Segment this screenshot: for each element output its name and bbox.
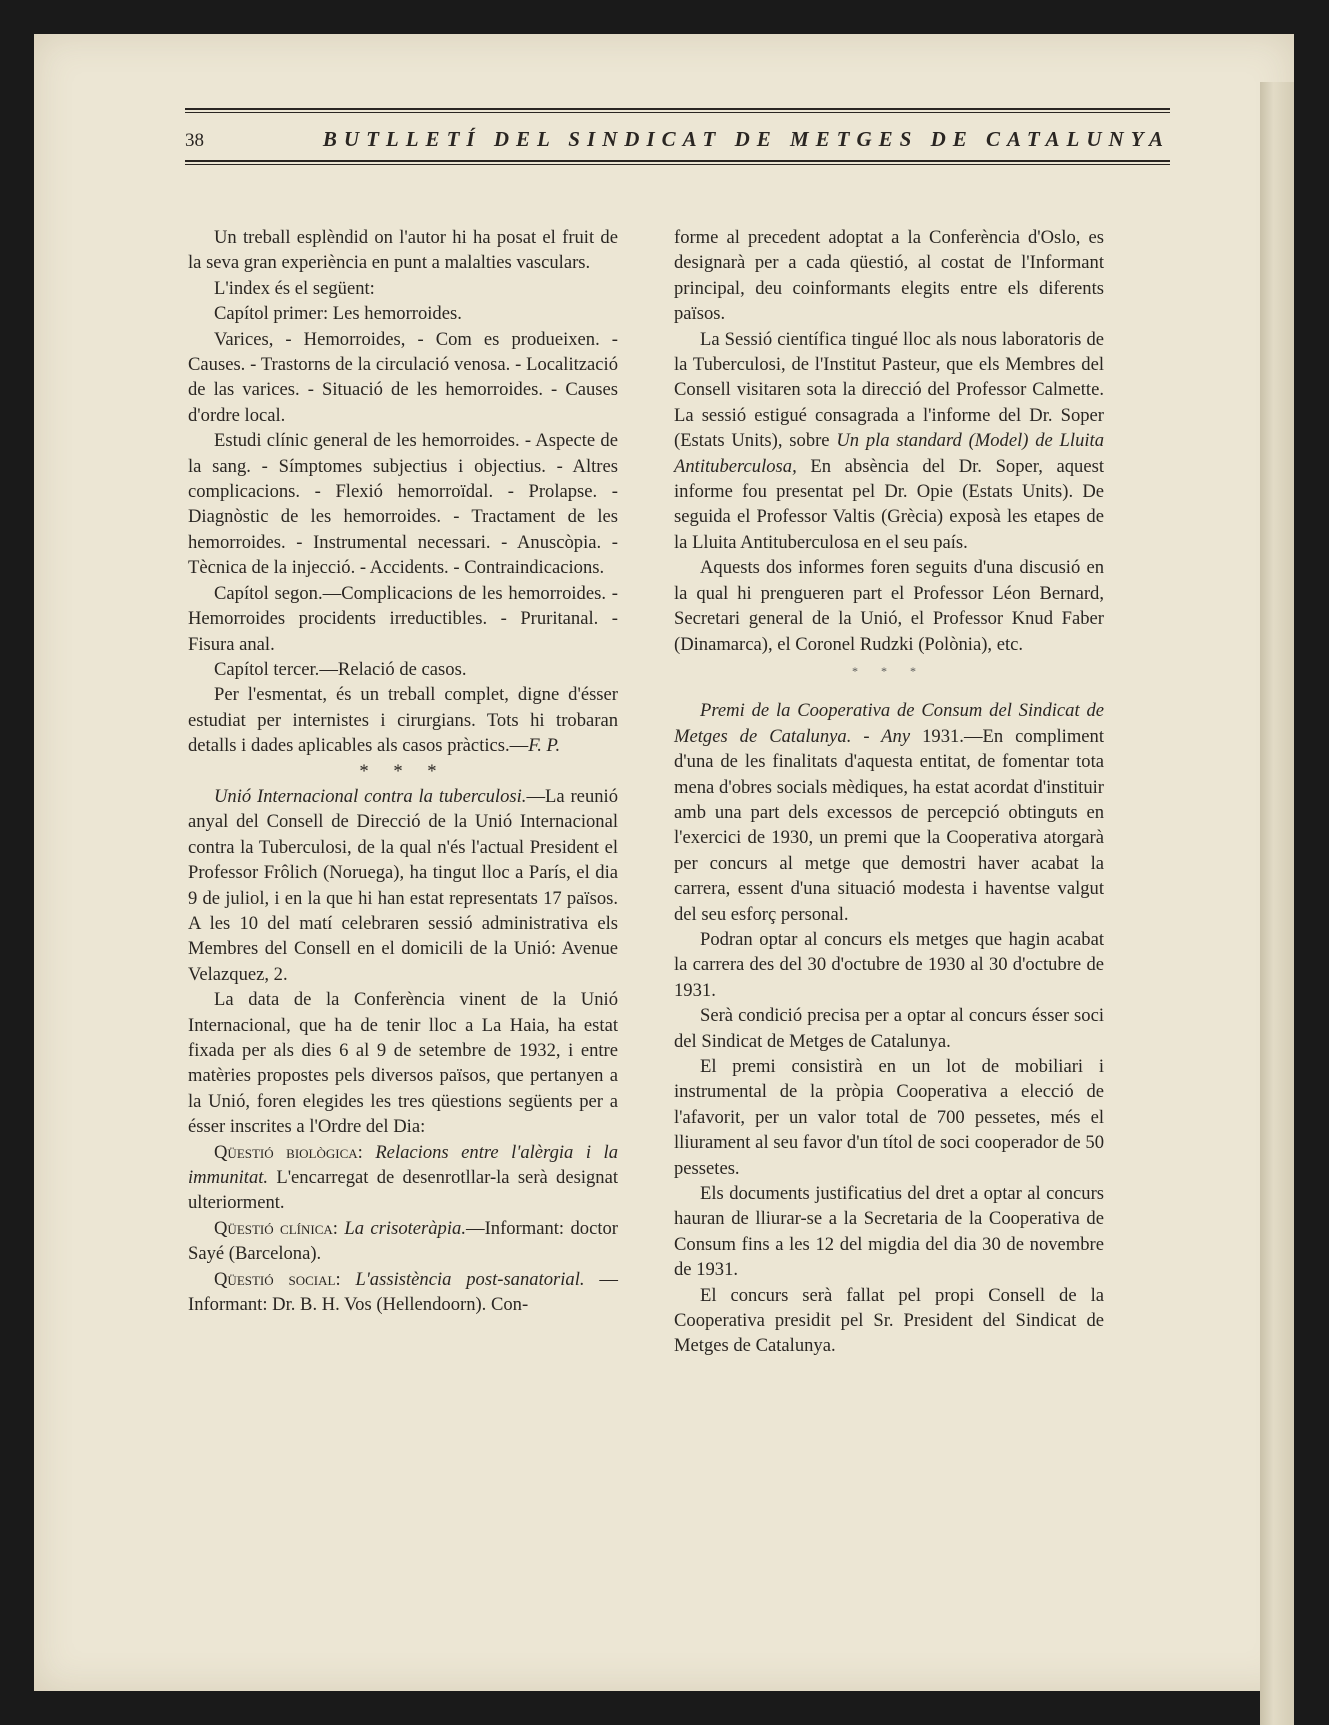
page-edge [1260, 82, 1294, 1725]
header-rule-bottom [185, 160, 1170, 162]
question-title: Relacions entre l'alèrgia i la immunitat. [188, 1141, 618, 1189]
paragraph [188, 784, 618, 987]
paragraph: Els documents justificatius del dret a optar al concurs hauran de lliurar-se a la Secretaria de la Cooperativa de Consum fins a les 12 del migdia del dia 30 de novembre de 1931. [674, 1183, 1104, 1281]
paragraph: L'index és el següent: [214, 277, 375, 299]
paragraph-text: Per l'esmentat, és un treball complet, digne d'ésser estudiat per internistes i cirurgians. Tots hi trobaran detalls i dades aplicables als casos pràctics.— [188, 684, 618, 757]
section-title: Premi de la Cooperativa de Consum del Sindicat de Metges de Catalunya. - Any [674, 700, 1104, 747]
paragraph: Capítol tercer.—Relació de casos. [214, 658, 467, 680]
author-initials: F. P. [528, 735, 561, 757]
section-separator: * * * [852, 663, 926, 678]
question-item [188, 1140, 618, 1216]
paragraph: Capítol primer: Les hemorroides. [214, 303, 462, 325]
header-rule-bottom-thin [185, 164, 1170, 165]
page-number: 38 [185, 130, 204, 151]
paragraph [188, 682, 618, 758]
question-item [188, 1216, 618, 1267]
question-label: Qüestió social: [214, 1268, 341, 1290]
paragraph-text: En absència del Dr. Soper, aquest informe fou presentat pel Dr. Opie (Estats Units). De seguida el Professor Valtis (Grècia) exposà les etapes de la Lluita Antituberculosa en el seu país. [674, 455, 1104, 553]
paragraph: Varices, - Hemorroides, - Com es produeixen. - Causes. - Trastorns de la circulació venosa. - Localització de las varices. - Situació de les hemorroides. - Causes d'ordre local. [188, 328, 618, 426]
paragraph: La data de la Conferència vinent de la Unió Internacional, que ha de tenir lloc a La Haia, ha estat fixada per als dies 6 al 9 de setembre de 1932, i entre matèries propostes pels diversos països, que pertanyen a la Unió, foren elegides les tres qüestions següents per a ésser inscrites a l'Ordre del Dia: [188, 989, 618, 1138]
paragraph: Estudi clínic general de les hemorroides. - Aspecte de la sang. - Símptomes subjectius i objectius. - Altres complicacions. - Flexió hemorroïdal. - Prolapse. - Diagnòstic de les hemorroides. - Tractament de les hemorroides. - Instrumental necessari. - Anuscòpia. - Tècnica de la injecció. - Accidents. - Contraindicacions. [188, 430, 618, 579]
section-separator: * * * [359, 760, 447, 782]
paragraph: Podran optar al concurs els metges que hagin acabat la carrera des del 30 d'octubre de 1930 al 30 d'octubre de 1931. [674, 928, 1104, 1001]
question-label: Qüestió biològica: [214, 1141, 363, 1163]
header-rule-top [185, 108, 1170, 110]
paragraph-text: La Sessió científica tingué lloc als nous laboratoris de la Tuberculosi, de l'Institut Pasteur, que els Membres del Consell visitaren sota la direcció del Professor Calmette. La sessió estigué consagrada a l'informe del Dr. Soper (Estats Units), sobre [674, 328, 1104, 452]
right-column [674, 225, 1104, 1359]
header-line [185, 113, 1170, 160]
section-year: 1931. [910, 725, 964, 747]
question-title: La crisoteràpia. [344, 1217, 466, 1239]
paragraph: forme al precedent adoptat a la Conferència d'Oslo, es designarà per a cada qüestió, al costat de l'Informant principal, deu coinformants elegits entre els diferents països. [674, 227, 1104, 325]
question-text: —Informant: doctor Sayé (Barcelona). [188, 1217, 619, 1265]
question-title: L'assistència post-sanatorial. [355, 1268, 585, 1290]
paragraph-text: —En compliment d'una de les finalitats d'aquesta entitat, de fomentar tota mena d'obres socials mèdiques, ha estat acordat d'instituir amb una part dels excessos de percepció obtinguts en l'exercici de 1930, un premi que la Cooperativa atorgarà per concurs al metge que demostri haver acabat la carrera, essent d'una situació modesta i haventse valgut del seu esforç personal. [674, 725, 1104, 925]
question-label: Qüestió clínica: [214, 1217, 338, 1239]
question-text: —Informant: Dr. B. H. Vos (Hellendoorn). Con- [188, 1268, 618, 1316]
left-column [188, 225, 618, 1317]
running-header [185, 108, 1170, 165]
paragraph: Capítol segon.—Complicacions de les hemorroides. - Hemorroides procidents irreductibles. - Pruritanal. - Fisura anal. [188, 582, 618, 655]
section-title: Unió Internacional contra la tuberculosi. [214, 785, 527, 807]
paragraph: Aquests dos informes foren seguits d'una discusió en la qual hi prengueren part el Professor Léon Bernard, Secretari general de la Unió, el Professor Knud Faber (Dinamarca), el Coronel Rudzki (Polònia), etc. [674, 557, 1104, 655]
paragraph-text: —La reunió anyal del Consell de Direcció de la Unió Internacional contra la Tuberculosi, de la qual n'és l'actual President el Professor Frôlich (Noruega), ha tingut lloc a París, el dia 9 de juliol, i en la que hi han estat representats 17 països. A les 10 del matí celebraren sessió administrativa els Membres del Consell en el domicili de la Unió: Avenue Velazquez, 2. [188, 785, 618, 985]
paragraph [674, 327, 1104, 556]
question-item [188, 1267, 618, 1318]
paragraph: Serà condició precisa per a optar al concurs ésser soci del Sindicat de Metges de Catalunya. [674, 1005, 1104, 1052]
paragraph: El premi consistirà en un lot de mobiliari i instrumental de la pròpia Cooperativa a elecció de l'afavorit, per un valor total de 700 pessetes, més el lliurament al seu favor d'un títol de soci cooperador de 50 pessetes. [674, 1056, 1104, 1179]
question-text: L'encarregat de desenrotllar-la serà designat ulteriorment. [188, 1167, 618, 1214]
paragraph: El concurs serà fallat pel propi Consell de la Cooperativa presidit pel Sr. President del Sindicat de Metges de Catalunya. [674, 1284, 1104, 1357]
journal-title: BUTLLETÍ DEL SINDICAT DE METGES DE CATALUNYA [322, 127, 1170, 151]
report-title: Un pla standard (Model) de Lluita Antituberculosa, [674, 430, 1104, 477]
paragraph: Un treball esplèndid on l'autor hi ha posat el fruit de la seva gran experiència en punt a malalties vasculars. [188, 227, 618, 274]
paragraph [674, 698, 1104, 927]
